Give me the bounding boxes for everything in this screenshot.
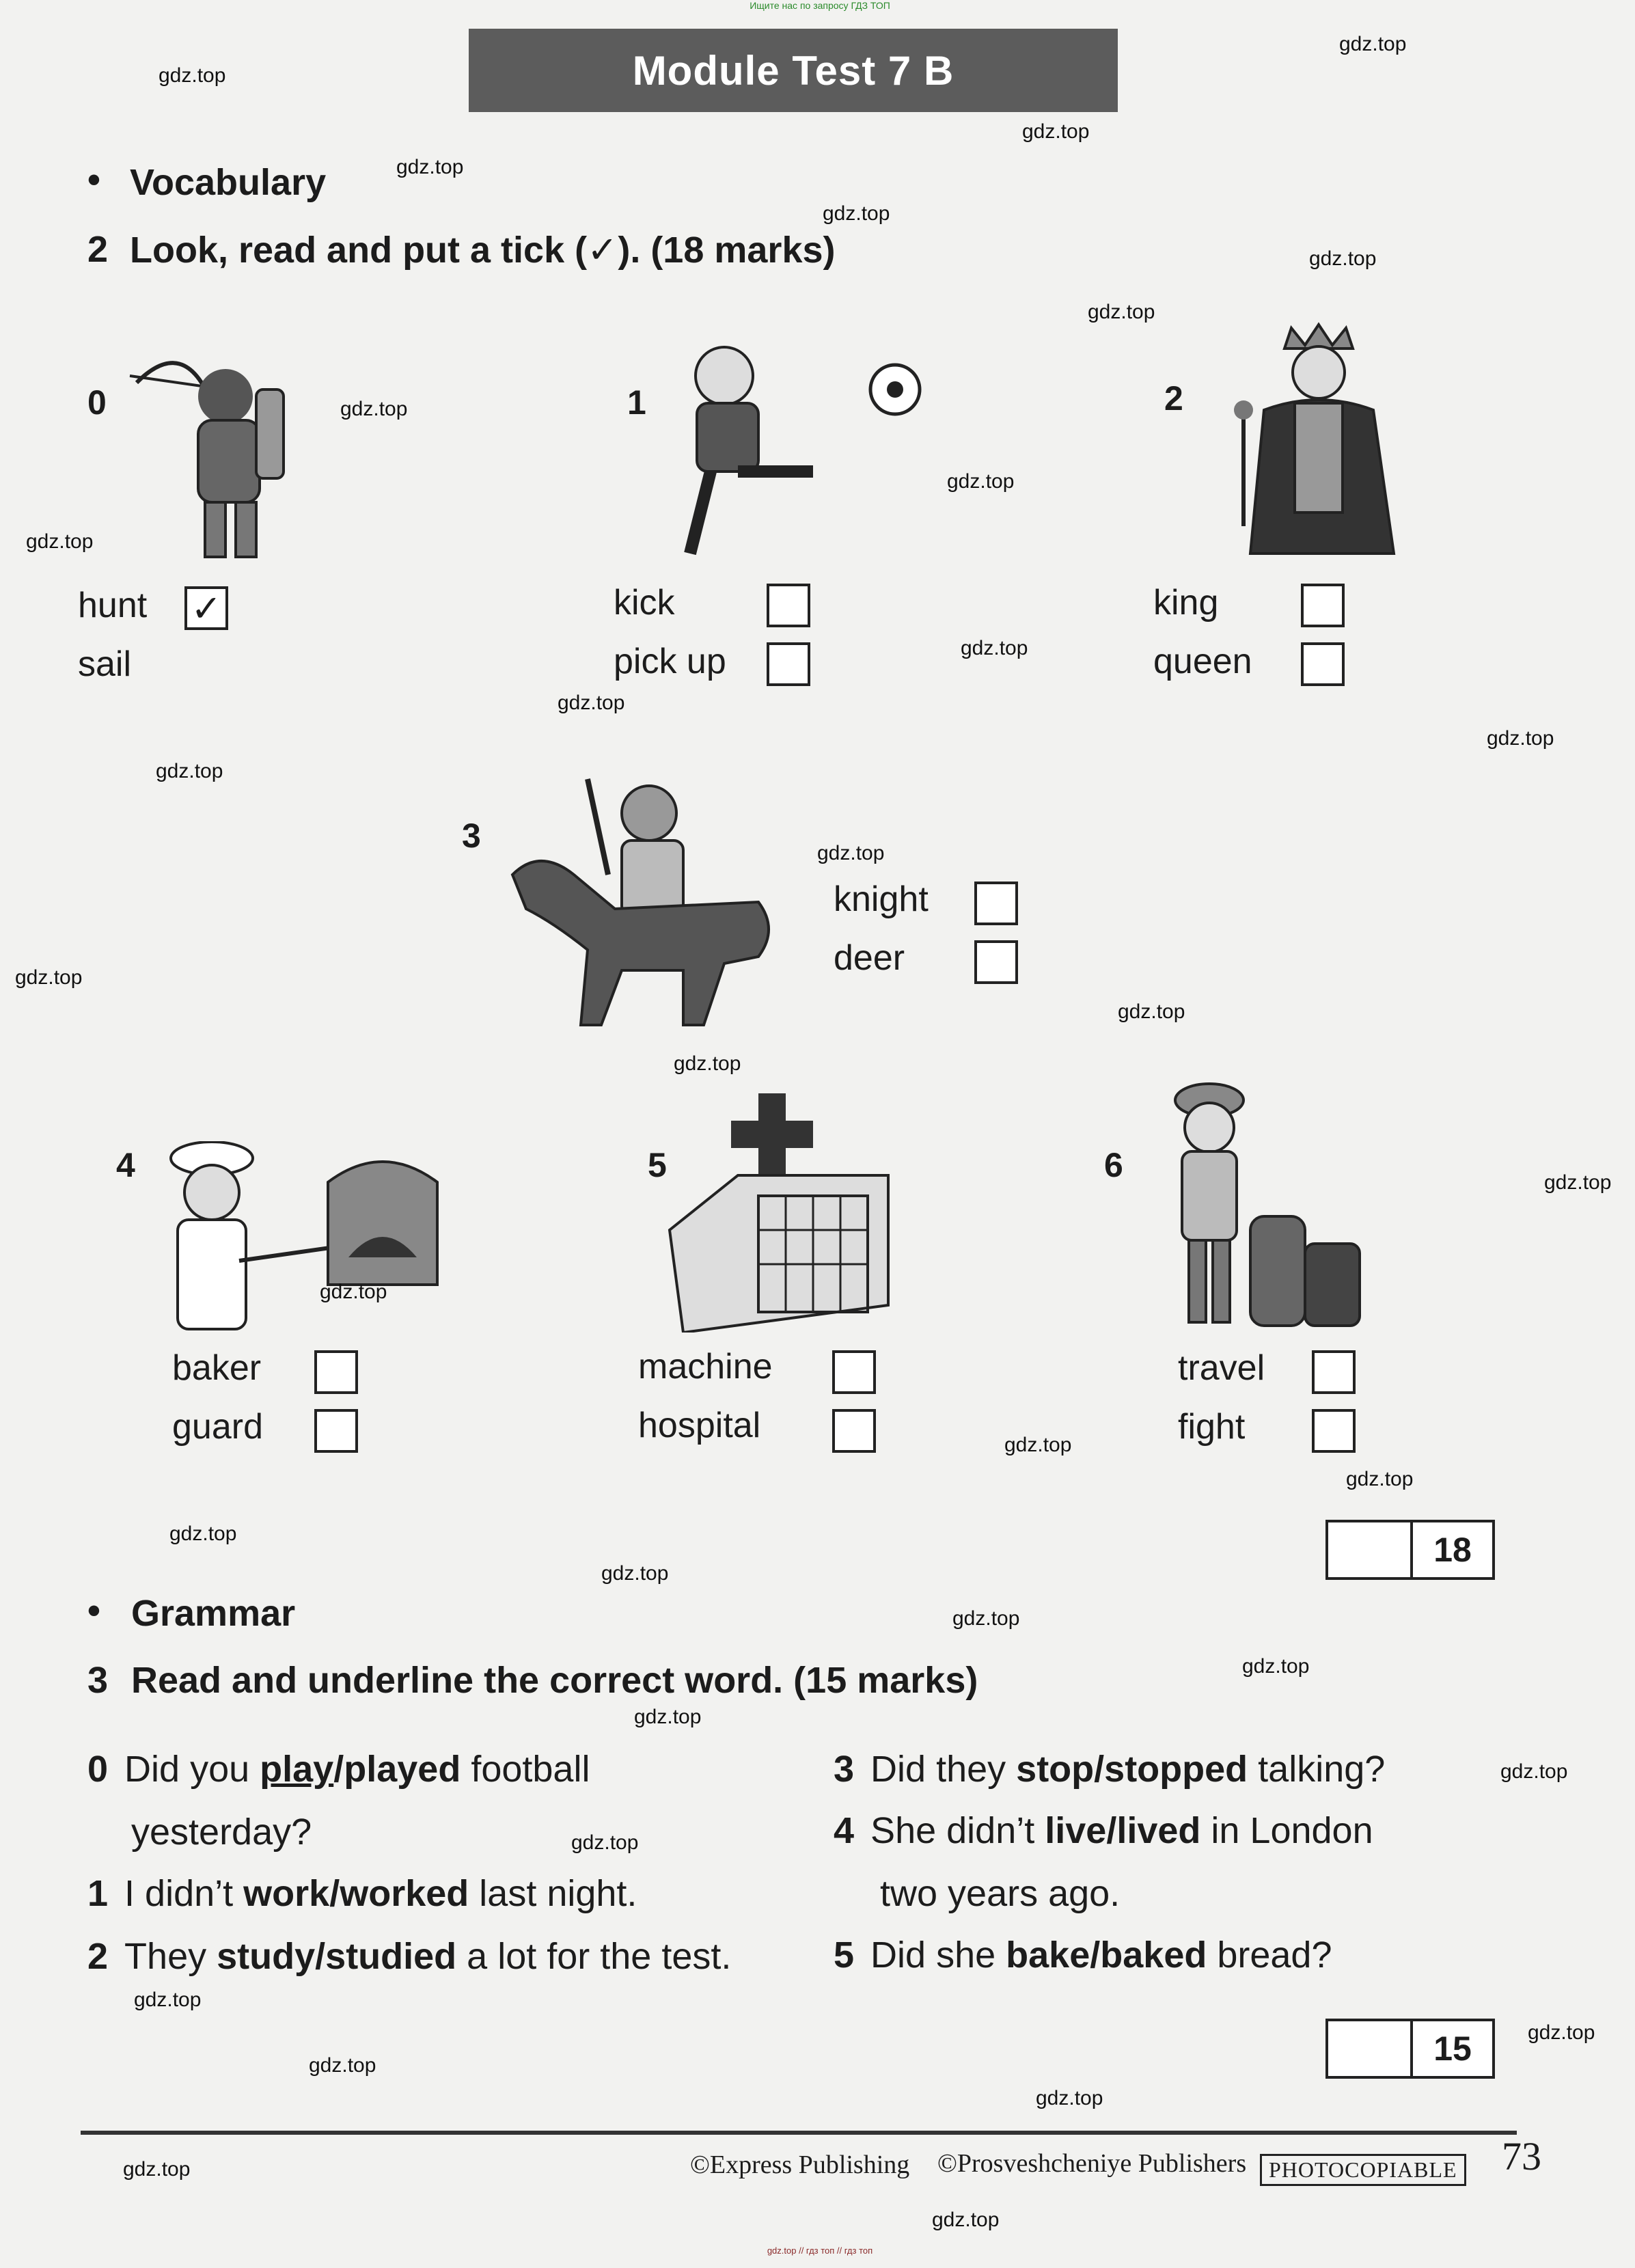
page-title: Module Test 7 B [469, 29, 1118, 112]
item-number: 4 [116, 1146, 135, 1184]
question-text: talking? [1248, 1749, 1386, 1790]
watermark: gdz.top [396, 156, 464, 178]
item-word: queen [1153, 642, 1252, 681]
watermark: gdz.top [952, 1607, 1020, 1630]
tick-box[interactable] [1301, 642, 1345, 686]
grammar-instruction: Read and underline the correct word. (15 marks) [131, 1660, 978, 1701]
question-number: 3 [834, 1749, 855, 1790]
option-separator: / [1094, 1749, 1105, 1790]
question-text: in London [1200, 1810, 1373, 1851]
item-number: 3 [462, 817, 481, 855]
watermark: gdz.top [1309, 247, 1377, 270]
grammar-question [834, 1748, 1385, 1790]
watermark: gdz.top [159, 64, 226, 87]
option-separator: / [333, 1749, 344, 1790]
item-word: hospital [638, 1406, 761, 1445]
tick-box[interactable] [974, 940, 1018, 984]
grammar-question [834, 1934, 1332, 1976]
archer-icon [123, 342, 328, 574]
option-two[interactable]: stopped [1104, 1749, 1248, 1790]
watermark: gdz.top [320, 1281, 387, 1303]
watermark: gdz.top [1528, 2021, 1595, 2044]
option-separator: / [1106, 1810, 1117, 1851]
watermark: gdz.top [674, 1052, 741, 1075]
watermark: gdz.top [123, 2158, 191, 2181]
grammar-bullet: • [87, 1590, 100, 1631]
baker-icon [150, 1141, 451, 1346]
football-player-icon [649, 335, 929, 567]
question-text: They [124, 1936, 217, 1977]
question-number: 2 [87, 1936, 109, 1977]
option-two[interactable]: worked [340, 1873, 469, 1914]
tick-box[interactable]: ✓ [184, 586, 228, 630]
question-number: 4 [834, 1810, 855, 1851]
option-separator: / [329, 1873, 340, 1914]
watermark: gdz.top [156, 760, 223, 782]
question-continuation: two years ago. [880, 1873, 1121, 1914]
tick-box[interactable] [314, 1409, 358, 1453]
watermark: gdz.top [15, 966, 83, 989]
score-input[interactable] [1328, 1522, 1413, 1577]
page-number: 73 [1502, 2134, 1541, 2178]
tick-box[interactable] [767, 642, 810, 686]
question-text: Did you [124, 1749, 260, 1790]
question-text: She didn’t [870, 1810, 1045, 1851]
item-word: hunt [78, 586, 148, 625]
tick-box[interactable] [832, 1350, 876, 1394]
grammar-question [87, 1935, 731, 1978]
tick-box[interactable] [974, 882, 1018, 925]
watermark: gdz.top [961, 637, 1028, 659]
option-two[interactable]: lived [1116, 1810, 1201, 1851]
option-one[interactable]: study [217, 1936, 316, 1977]
tick-box[interactable] [832, 1409, 876, 1453]
knight-on-horse-icon [499, 772, 786, 1039]
item-number: 2 [1164, 379, 1183, 418]
watermark: gdz.top [1544, 1171, 1612, 1194]
option-one[interactable]: live [1045, 1810, 1107, 1851]
watermark: gdz.top [1346, 1468, 1414, 1490]
watermark: gdz.top [817, 842, 885, 864]
option-one[interactable]: stop [1016, 1749, 1095, 1790]
watermark: gdz.top [1022, 120, 1090, 143]
question-text: a lot for the test. [456, 1936, 732, 1977]
question-number: 5 [834, 1935, 855, 1976]
item-number: 0 [87, 383, 107, 422]
top-note: Ищите нас по запросу ГДЗ ТОП [750, 0, 890, 11]
watermark: gdz.top [1339, 33, 1407, 55]
option-separator: / [315, 1936, 326, 1977]
item-word: knight [834, 879, 929, 919]
item-word: kick [614, 583, 675, 623]
item-word: king [1153, 583, 1219, 623]
question-number: 0 [87, 1749, 109, 1790]
item-word: sail [78, 644, 132, 684]
item-number: 6 [1104, 1146, 1123, 1184]
vocabulary-bullet: • [87, 159, 100, 200]
tick-box[interactable] [1312, 1409, 1356, 1453]
option-one[interactable]: work [243, 1873, 330, 1914]
vocabulary-instruction: Look, read and put a tick (✓). (18 marks) [130, 230, 836, 271]
publisher-credit: ©Prosveshcheniye Publishers [937, 2149, 1247, 2178]
watermark: gdz.top [558, 692, 625, 714]
watermark: gdz.top [823, 202, 890, 225]
grammar-question [87, 1872, 637, 1915]
question-text: I didn’t [124, 1873, 244, 1914]
item-word: fight [1178, 1407, 1246, 1447]
watermark: gdz.top [1500, 1760, 1568, 1783]
question-text: Did she [870, 1935, 1006, 1976]
option-one[interactable]: play [260, 1749, 334, 1790]
grammar-heading: Grammar [131, 1593, 296, 1634]
option-two[interactable]: played [344, 1749, 461, 1790]
option-separator: / [1090, 1935, 1101, 1976]
traveller-icon [1162, 1080, 1366, 1333]
hospital-building-icon [642, 1093, 909, 1333]
tick-box[interactable] [1301, 584, 1345, 627]
grammar-score-box[interactable] [1325, 2019, 1495, 2079]
item-word: machine [638, 1347, 773, 1386]
question-text: bread? [1207, 1935, 1332, 1976]
grammar-question [87, 1748, 590, 1790]
watermark: gdz.top [1118, 1000, 1185, 1023]
grammar-question [834, 1809, 1373, 1852]
vocabulary-instruction-number: 2 [87, 229, 109, 270]
watermark: gdz.top [1242, 1655, 1310, 1678]
watermark: gdz.top [932, 2209, 1000, 2231]
watermark: gdz.top [601, 1562, 669, 1585]
watermark: gdz.top [1088, 301, 1155, 323]
watermark: gdz.top [1487, 727, 1554, 750]
option-two[interactable]: studied [325, 1936, 457, 1977]
watermark: gdz.top [169, 1522, 237, 1545]
tick-box[interactable] [767, 584, 810, 627]
question-number: 1 [87, 1873, 109, 1914]
watermark: gdz.top [634, 1706, 702, 1728]
score-total: 18 [1433, 1531, 1472, 1569]
score-total: 15 [1433, 2030, 1472, 2068]
watermark: gdz.top [309, 2054, 376, 2077]
watermark: gdz.top [1004, 1434, 1072, 1456]
footer-divider [81, 2131, 1517, 2135]
item-number: 1 [627, 383, 646, 422]
item-word: guard [172, 1407, 263, 1447]
item-word: deer [834, 938, 905, 978]
watermark: gdz.top [26, 530, 94, 553]
item-number: 5 [648, 1146, 667, 1184]
grammar-instruction-number: 3 [87, 1660, 109, 1701]
item-word: travel [1178, 1348, 1265, 1388]
watermark: gdz.top [947, 470, 1015, 493]
publisher-credit: ©Express Publishing [690, 2150, 910, 2179]
option-one[interactable]: bake [1006, 1935, 1090, 1976]
bottom-note: gdz.top // гдз топ // гдз топ [767, 2245, 873, 2256]
question-text: Did they [870, 1749, 1017, 1790]
watermark: gdz.top [134, 1989, 202, 2011]
tick-box[interactable] [1312, 1350, 1356, 1394]
photocopiable-badge: PHOTOCOPIABLE [1260, 2154, 1466, 2186]
vocabulary-heading: Vocabulary [130, 162, 327, 203]
vocabulary-score-box[interactable] [1325, 1520, 1495, 1580]
question-continuation: yesterday? [131, 1812, 312, 1853]
question-text: last night. [469, 1873, 637, 1914]
watermark: gdz.top [571, 1831, 639, 1854]
item-word: pick up [614, 642, 726, 681]
option-two[interactable]: baked [1100, 1935, 1207, 1976]
item-word: baker [172, 1348, 262, 1388]
watermark: gdz.top [340, 398, 408, 420]
question-text: football [461, 1749, 590, 1790]
score-input[interactable] [1328, 2021, 1413, 2076]
watermark: gdz.top [1036, 2087, 1103, 2109]
tick-box[interactable] [314, 1350, 358, 1394]
king-icon [1223, 321, 1401, 567]
